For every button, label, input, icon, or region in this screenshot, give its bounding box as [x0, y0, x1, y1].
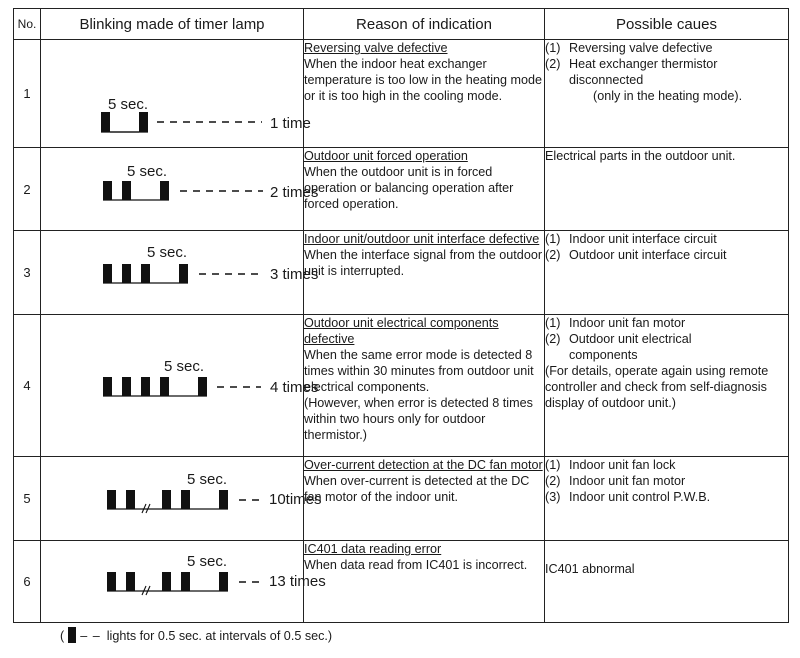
reason-text: When the indoor heat exchanger temperature is too low in the heating mode or it is too high in the cooling mode.	[304, 57, 543, 103]
lamp-on-block-icon	[68, 627, 76, 643]
cause-extra: (only in the heating mode).	[593, 89, 743, 103]
cycle-duration-label: 5 sec.	[187, 553, 228, 570]
cause-plain: Electrical parts in the outdoor unit.	[545, 149, 736, 163]
blink-pattern-cell	[41, 541, 326, 623]
cycle-duration-label: 5 sec.	[147, 244, 188, 261]
lamp-off-dash-icon: – –	[80, 629, 101, 643]
cause-continuation: components	[569, 348, 638, 362]
blink-pattern-diagram	[41, 315, 303, 457]
blink-pattern-cell	[41, 231, 319, 315]
causes-cell	[545, 231, 789, 315]
causes-cell	[545, 148, 789, 231]
row-number: 4	[14, 315, 41, 457]
table-row	[14, 457, 789, 541]
causes-cell	[545, 457, 789, 541]
blink-count-label: 1 time	[270, 115, 311, 132]
causes-cell	[545, 541, 789, 623]
cause-item: (2) Heat exchanger thermistor	[545, 57, 718, 71]
cause-item: (2) Outdoor unit interface circuit	[545, 248, 727, 262]
cause-item: (1) Indoor unit fan lock	[545, 458, 676, 472]
blink-pattern-cell	[41, 40, 311, 148]
cause-item: (2) Outdoor unit electrical	[545, 332, 692, 346]
header-reason: Reason of indication	[304, 9, 545, 40]
reason-text: When over-current is detected at the DC fan motor of the indoor unit.	[304, 474, 530, 504]
header-row	[14, 9, 789, 40]
reason-title: Outdoor unit forced operation	[304, 149, 468, 163]
cycle-duration-label: 5 sec.	[127, 163, 168, 180]
causes-cell	[545, 315, 789, 457]
header-blinking: Blinking made of timer lamp	[41, 9, 304, 40]
reason-title: Reversing valve defective	[304, 41, 448, 55]
cause-item: (2) Indoor unit fan motor	[545, 474, 686, 488]
reason-title: Outdoor unit electrical components defective	[304, 316, 499, 346]
cycle-duration-label: 5 sec.	[164, 358, 205, 375]
header-causes: Possible caues	[545, 9, 789, 40]
row-number: 3	[14, 231, 41, 315]
blink-count-label: 13 times	[269, 573, 326, 590]
header-no: No.	[14, 9, 41, 40]
table-row	[14, 40, 789, 148]
reason-title: Over-current detection at the DC fan motor	[304, 458, 543, 472]
blink-count-label: 2 times	[270, 184, 319, 201]
reason-cell	[304, 40, 545, 148]
table-row	[14, 541, 789, 623]
blink-pattern-cell	[41, 457, 322, 541]
cause-item: (1) Indoor unit interface circuit	[545, 232, 717, 246]
cause-note: (For details, operate again using remote controller and check from self-diagnosis display of outdoor unit.)	[545, 364, 769, 410]
blink-count-label: 10times	[269, 491, 322, 508]
reason-text: When data read from IC401 is incorrect.	[304, 558, 528, 572]
table-row	[14, 148, 789, 231]
reason-cell	[304, 541, 545, 623]
row-number: 1	[14, 40, 41, 148]
cause-continuation: disconnected	[569, 73, 644, 87]
blink-count-label: 3 times	[270, 266, 319, 283]
reason-text-note: (However, when error is detected 8 times within two hours only for outdoor thermistor.)	[304, 396, 533, 442]
row-number: 5	[14, 457, 41, 541]
timer-lamp-table	[13, 8, 789, 623]
blink-pattern-diagram	[41, 541, 303, 623]
table-row	[14, 315, 789, 457]
row-number: 6	[14, 541, 41, 623]
reason-text: When the interface signal from the outdoor unit is interrupted.	[304, 248, 543, 278]
cause-item: (1) Indoor unit fan motor	[545, 316, 686, 330]
cause-item: (1) Reversing valve defective	[545, 41, 713, 55]
cause-plain: IC401 abnormal	[545, 562, 635, 576]
reason-text: When the same error mode is detected 8 times within 30 minutes from outdoor unit electrical components.	[304, 348, 534, 394]
cycle-duration-label: 5 sec.	[187, 471, 228, 488]
reason-text: When the outdoor unit is in forced operation or balancing operation after forced operation.	[304, 165, 514, 211]
reason-cell	[304, 315, 545, 457]
blink-pattern-diagram	[41, 457, 303, 541]
blink-pattern-cell	[41, 315, 319, 457]
table-row	[14, 231, 789, 315]
footnote-open-paren: (	[60, 629, 65, 643]
footnote-text: lights for 0.5 sec. at intervals of 0.5 sec.)	[106, 629, 333, 643]
blink-pattern-diagram	[41, 148, 303, 231]
reason-cell	[304, 231, 545, 315]
reason-cell	[304, 457, 545, 541]
row-number: 2	[14, 148, 41, 231]
legend-footnote	[60, 627, 332, 643]
reason-title: IC401 data reading error	[304, 542, 442, 556]
reason-cell	[304, 148, 545, 231]
blink-pattern-cell	[41, 148, 319, 231]
cycle-duration-label: 5 sec.	[108, 96, 149, 113]
cause-item: (3) Indoor unit control P.W.B.	[545, 490, 711, 504]
blink-pattern-diagram	[41, 40, 303, 148]
causes-cell	[545, 40, 789, 148]
reason-title: Indoor unit/outdoor unit interface defective	[304, 232, 540, 246]
blink-count-label: 4 times	[270, 379, 319, 396]
